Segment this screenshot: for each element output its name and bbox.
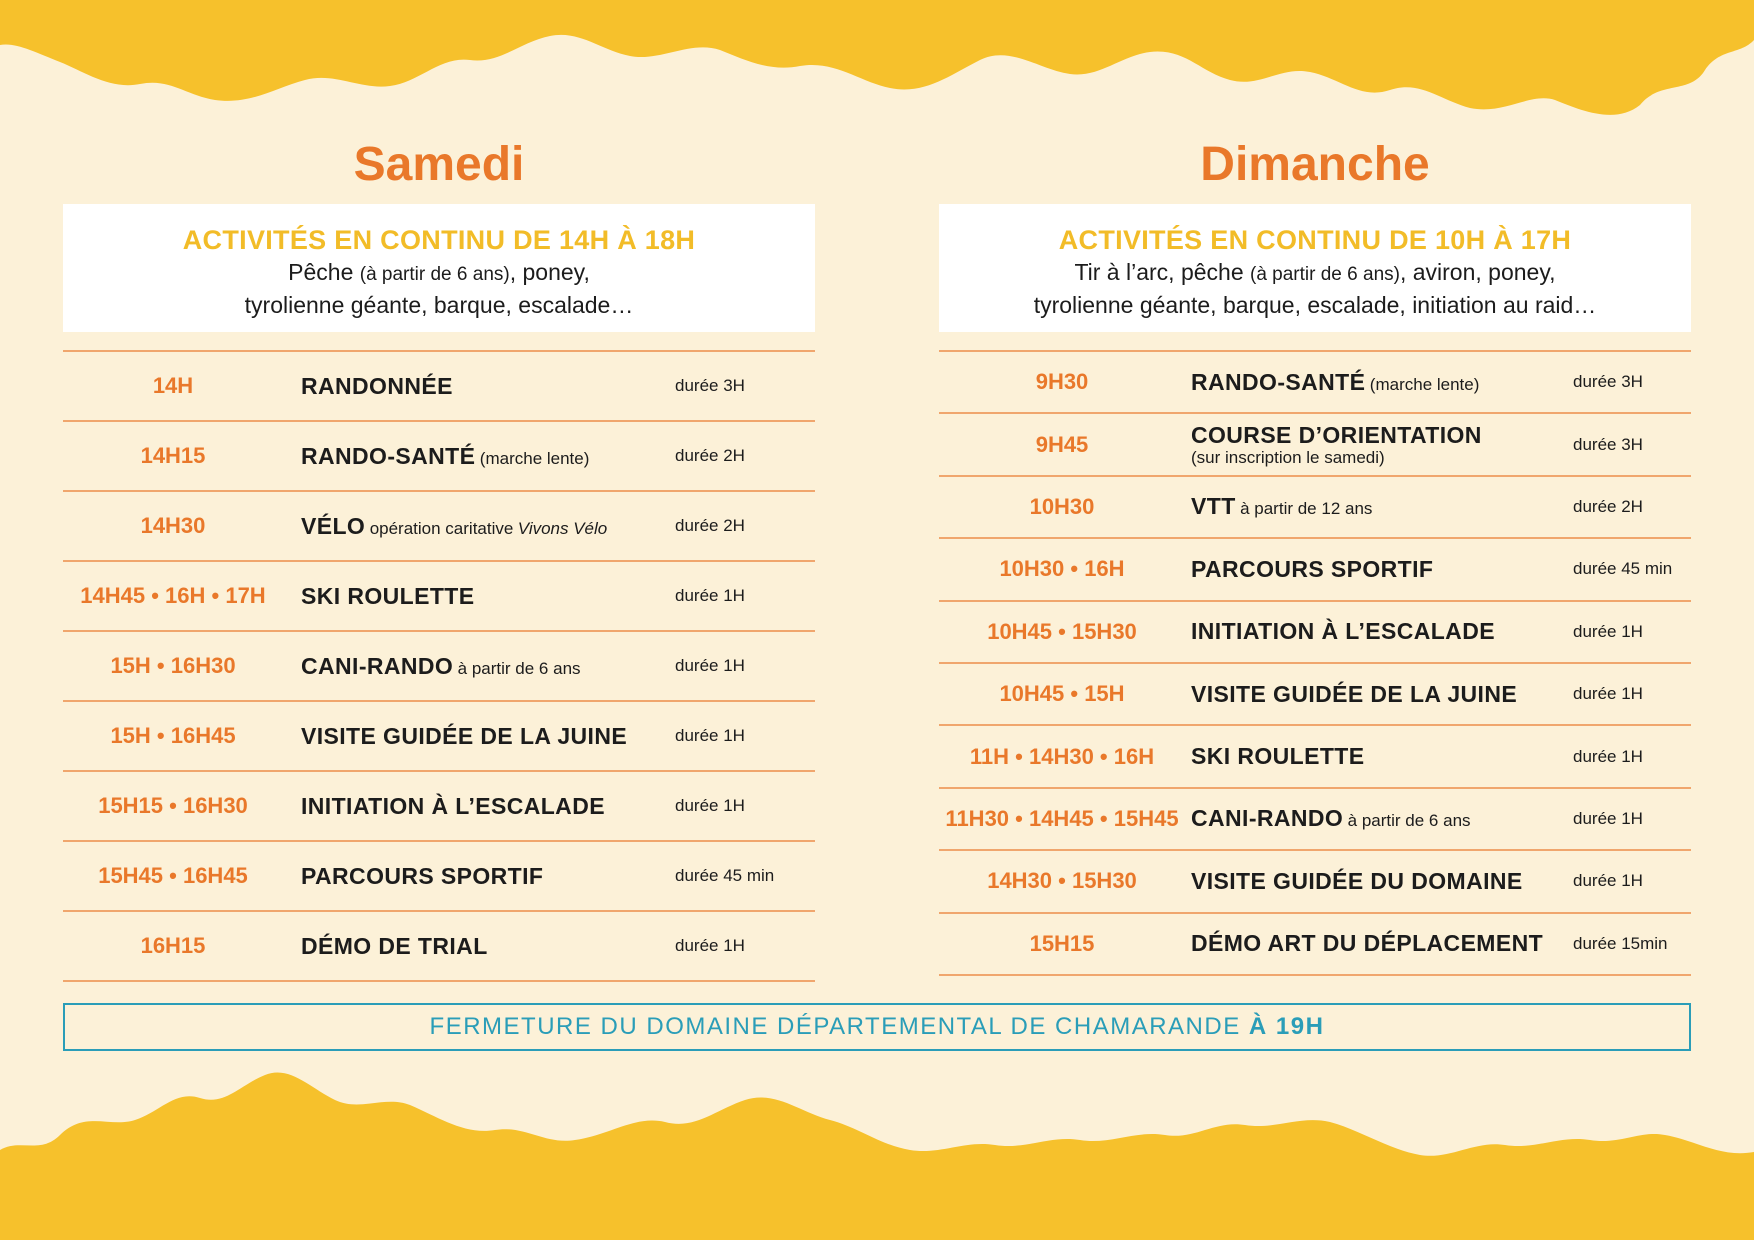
closing-time: À 19H [1248,1013,1325,1040]
row-activity: CANI-RANDO [301,652,454,679]
row-activity: PARCOURS SPORTIF [301,862,544,889]
row-time: 9H45 [1035,431,1089,457]
row-duration: durée 1H [1573,621,1643,641]
schedule-row [63,842,815,912]
row-time: 14H45 • 16H • 17H [80,583,266,608]
closing-text: FERMETURE DU DOMAINE DÉPARTEMENTAL DE CHAMARANDE [429,1013,1249,1040]
row-note: à partir de 6 ans [457,658,581,678]
row-activity: VÉLO [301,512,366,539]
bottom-paint-stroke [0,1040,1754,1240]
row-activity: RANDONNÉE [301,372,453,399]
row-activity: DÉMO DE TRIAL [301,932,488,959]
sunday-title: Dimanche [1200,138,1430,191]
schedule-row [63,772,815,842]
row-duration: durée 2H [675,516,745,535]
row-duration: durée 3H [1573,372,1643,392]
schedule-row [939,602,1691,664]
row-duration: durée 2H [675,446,745,465]
row-time: 11H30 • 14H45 • 15H45 [945,805,1179,831]
row-time: 14H30 [140,513,206,538]
row-duration: durée 45 min [1573,559,1673,579]
row-activity: DÉMO ART DU DÉPLACEMENT [1191,930,1544,957]
sunday-continuous-line-2: tyrolienne géante, barque, escalade, initiation au raid… [1033,292,1597,318]
row-time: 14H [152,373,194,398]
row-activity: VTT [1191,493,1236,520]
saturday-continuous-title: ACTIVITÉS EN CONTINU DE 14H À 18H [182,225,696,255]
row-note: à partir de 6 ans [1347,811,1471,831]
schedule-row [63,562,815,632]
row-time: 10H45 • 15H30 [987,618,1137,644]
schedule-row [63,492,815,562]
row-duration: durée 1H [675,656,745,675]
row-time: 10H45 • 15H [999,681,1125,707]
row-activity: COURSE D’ORIENTATION [1191,422,1482,449]
row-activity: INITIATION À L’ESCALADE [1191,618,1495,645]
schedule-row [939,352,1691,414]
row-duration: durée 1H [675,796,745,815]
schedule-row [939,539,1691,601]
row-time: 15H15 [1029,930,1095,956]
saturday-continuous-line-1: Pêche (à partir de 6 ans), poney, [288,259,590,285]
schedule-row [939,414,1691,476]
schedule-row [63,912,815,982]
saturday-continuous-line-2: tyrolienne géante, barque, escalade… [244,292,634,318]
schedule-row [63,632,815,702]
row-time: 10H30 • 16H [999,556,1125,582]
sunday-continuous-box [939,204,1691,332]
row-note: opération caritative [369,518,514,538]
row-duration: durée 15min [1573,933,1668,953]
saturday-column [63,130,815,982]
row-time: 15H45 • 16H45 [98,863,248,888]
row-duration: durée 1H [1573,746,1643,766]
schedule-row [63,422,815,492]
row-activity: SKI ROULETTE [1191,743,1365,770]
row-time: 10H30 [1029,493,1095,519]
row-activity: VISITE GUIDÉE DE LA JUINE [1191,680,1518,707]
sunday-continuous-title: ACTIVITÉS EN CONTINU DE 10H À 17H [1058,225,1572,255]
sunday-continuous-line-1: Tir à l’arc, pêche (à partir de 6 ans), aviron, poney, [1074,259,1556,285]
row-activity: SKI ROULETTE [301,582,475,609]
row-duration: durée 1H [675,586,745,605]
row-duration: durée 1H [675,726,745,745]
row-note: à partir de 12 ans [1240,499,1373,519]
row-duration: durée 1H [1573,871,1643,891]
row-activity: VISITE GUIDÉE DU DOMAINE [1191,867,1523,894]
row-note-italic: Vivons Vélo [517,518,608,538]
saturday-schedule [63,350,815,982]
row-time: 15H • 16H30 [110,653,236,678]
row-note: (marche lente) [1369,374,1480,394]
row-subnote: (sur inscription le samedi) [1191,448,1385,468]
row-duration: durée 2H [1573,496,1643,516]
row-activity: RANDO-SANTÉ [1191,368,1366,395]
row-time: 9H30 [1035,369,1089,395]
schedule-row [939,477,1691,539]
row-activity: PARCOURS SPORTIF [1191,555,1434,582]
row-duration: durée 3H [1573,434,1643,454]
row-activity: RANDO-SANTÉ [301,442,476,469]
sunday-column [939,130,1691,976]
row-activity: INITIATION À L’ESCALADE [301,792,605,819]
row-time: 14H15 [140,443,206,468]
schedule-row [939,851,1691,913]
row-duration: durée 1H [1573,684,1643,704]
row-duration: durée 1H [1573,808,1643,828]
row-activity: CANI-RANDO [1191,805,1344,832]
schedule-row [939,726,1691,788]
row-time: 14H30 • 15H30 [987,868,1137,894]
row-time: 16H15 [140,933,206,958]
row-duration: durée 45 min [675,866,775,885]
saturday-continuous-box [63,204,815,332]
schedule-row [63,352,815,422]
saturday-title: Samedi [353,138,525,191]
top-paint-stroke [0,0,1754,130]
row-time: 15H15 • 16H30 [98,793,248,818]
schedule-row [939,664,1691,726]
row-note: (marche lente) [479,448,590,468]
row-time: 15H • 16H45 [110,723,236,748]
row-time: 11H • 14H30 • 16H [969,743,1155,769]
row-activity: VISITE GUIDÉE DE LA JUINE [301,722,628,749]
closing-banner [63,1003,1691,1051]
schedule-row [939,789,1691,851]
schedule-row [63,702,815,772]
row-duration: durée 1H [675,936,745,955]
row-duration: durée 3H [675,376,745,395]
schedule-row [939,914,1691,976]
sunday-schedule [939,350,1691,976]
